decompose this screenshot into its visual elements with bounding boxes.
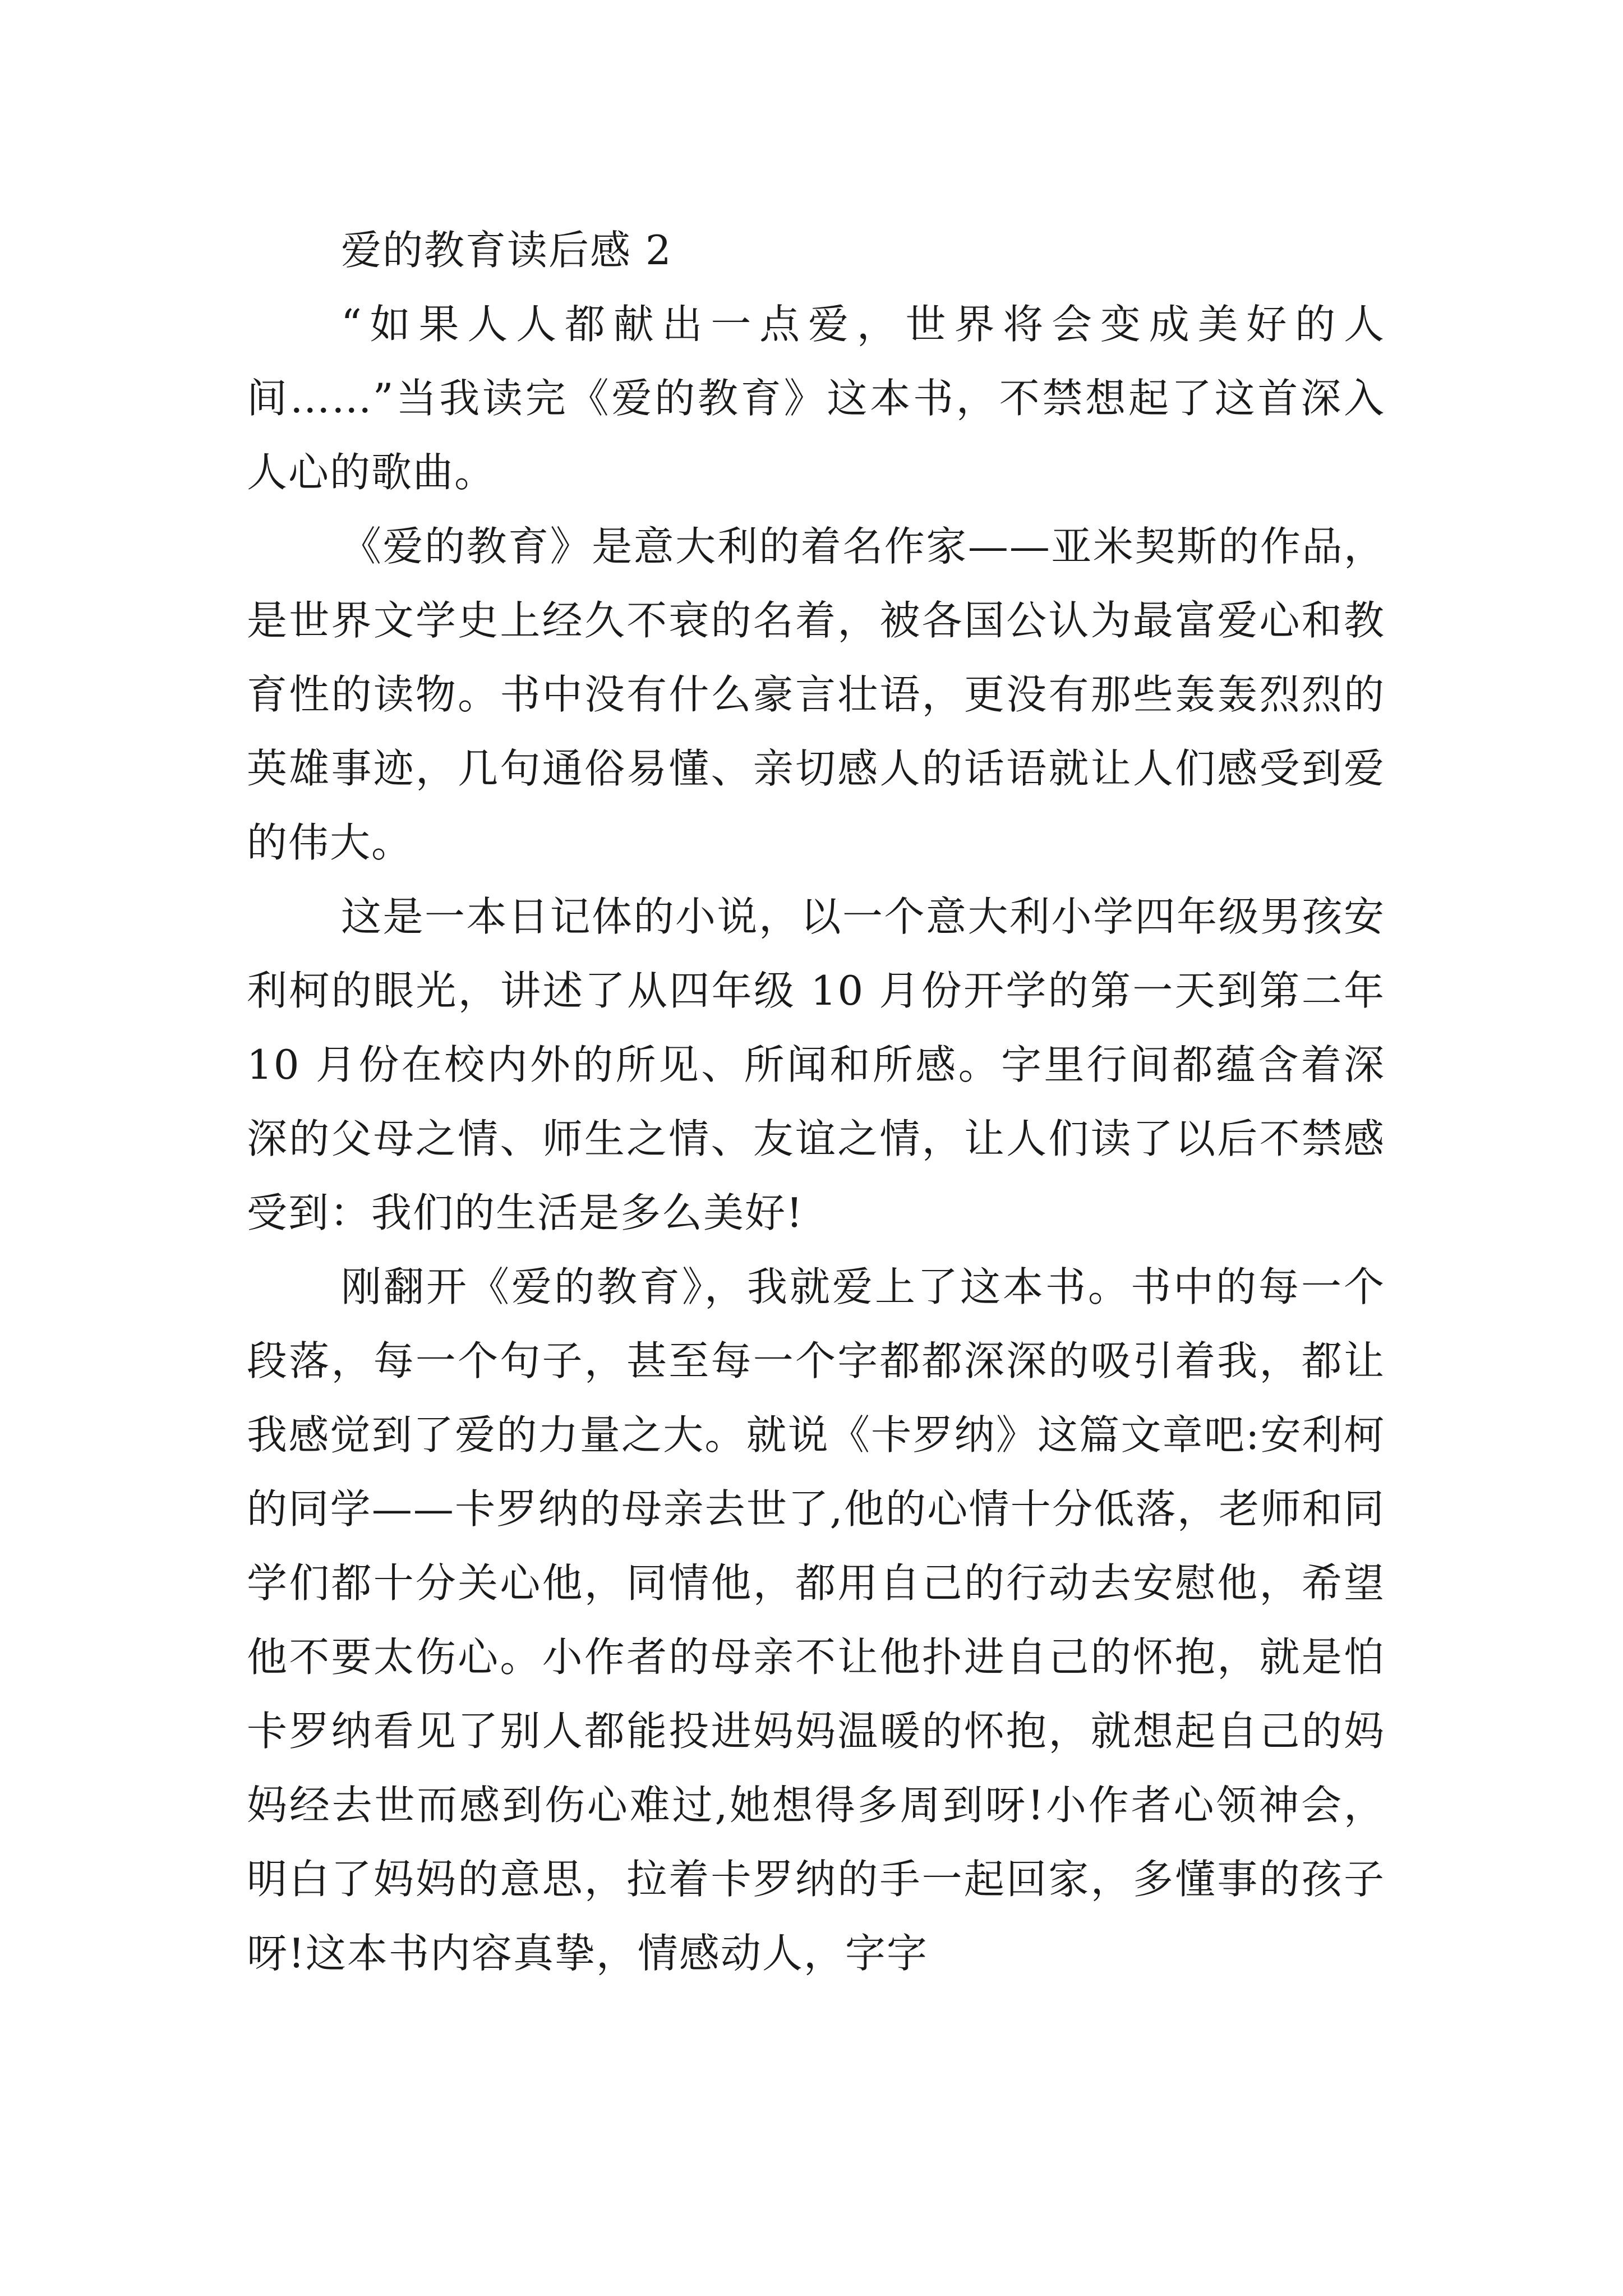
paragraph-1: “如果人人都献出一点爱，世界将会变成美好的人间……”当我读完《爱的教育》这本书，不禁想起了这首深入人心的歌曲。: [247, 301, 1385, 496]
document-body: [247, 213, 1385, 1990]
paragraph-3: 这是一本日记体的小说，以一个意大利小学四年级男孩安利柯的眼光，讲述了从四年级 10 月份开学的第一天到第二年 10 月份在校内外的所见、所闻和所感。字里行间都蕴含着深深的父母之情、师生之情、友谊之情，让人们读了以后不禁感受到：我们的生活是多么美好!: [247, 893, 1385, 1236]
document-title: 爱的教育读后感 2: [341, 227, 672, 274]
paragraph-4: 刚翻开《爱的教育》，我就爱上了这本书。书中的每一个段落，每一个句子，甚至每一个字都都深深的吸引着我，都让我感觉到了爱的力量之大。就说《卡罗纳》这篇文章吧:安利柯的同学——卡罗纳的母亲去世了,他的心情十分低落，老师和同学们都十分关心他，同情他，都用自己的行动去安慰他，希望他不要太伤心。小作者的母亲不让他扑进自己的怀抱，就是怕卡罗纳看见了别人都能投进妈妈温暖的怀抱，就想起自己的妈妈经去世而感到伤心难过,她想得多周到呀!小作者心领神会，明白了妈妈的意思，拉着卡罗纳的手一起回家，多懂事的孩子呀!这本书内容真挚，情感动人，字字: [247, 1263, 1385, 1977]
paragraph-2: 《爱的教育》是意大利的着名作家——亚米契斯的作品，是世界文学史上经久不衰的名着，被各国公认为最富爱心和教育性的读物。书中没有什么豪言壮语，更没有那些轰轰烈烈的英雄事迹，几句通俗易懂、亲切感人的话语就让人们感受到爱的伟大。: [247, 523, 1385, 866]
